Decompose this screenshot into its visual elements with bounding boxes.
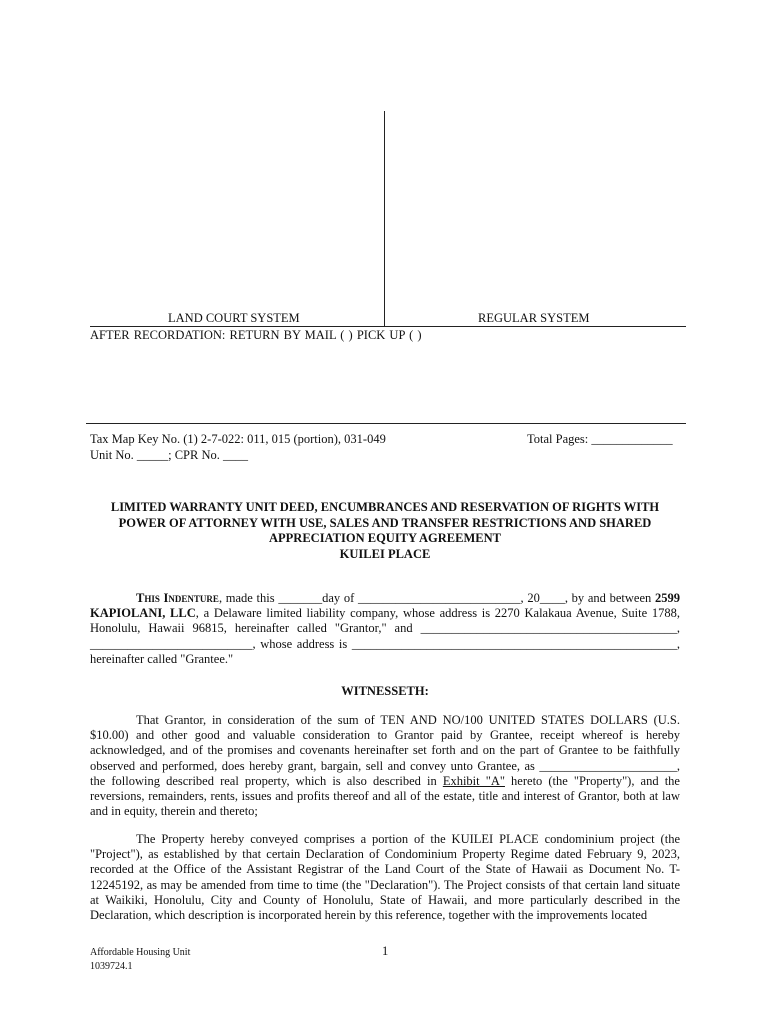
system-divider-horizontal xyxy=(90,326,686,327)
page-number: 1 xyxy=(382,944,389,958)
footer-doc-label xyxy=(90,946,190,974)
title-line-1: LIMITED WARRANTY UNIT DEED, ENCUMBRANCES AND RESERVATION OF RIGHTS WITH xyxy=(110,500,660,514)
exhibit-a-reference: Exhibit "A" xyxy=(442,773,505,788)
recording-area-bottom-rule xyxy=(86,423,686,424)
witnesseth-heading: WITNESSETH: xyxy=(341,684,429,698)
footer-affordable-housing: Affordable Housing Unit xyxy=(90,947,191,958)
system-divider-vertical xyxy=(384,111,385,327)
total-pages: Total Pages: _____________ xyxy=(527,432,673,446)
title-line-4: KUILEI PLACE xyxy=(339,546,431,561)
property-paragraph: The Property hereby conveyed comprises a portion of the KUILEI PLACE condominium project (the "Project"), as established by that certain Declaration of Condominium Property Regime dated February 9, 2023, recorded at the Office of the Assistant Registrar of the Land Court of the State of Hawaii as Document No. T-12245192, as may be amended from time to time (the "Declaration"). The Project consists of that certain land situate at Waikiki, Honolulu, City and County of Honolulu, State of Hawaii, and more particularly described in the Declaration, which description is incorporated herein by this reference, together with the improvements located xyxy=(90,832,680,923)
title-line-3: APPRECIATION EQUITY AGREEMENT xyxy=(269,531,501,545)
unit-cpr-number: Unit No. _____; CPR No. ____ xyxy=(90,448,249,462)
consideration-paragraph: That Grantor, in consideration of the sum of TEN AND NO/100 UNITED STATES DOLLARS (U.S. $10.00) and other good and valuable consideration to Grantor paid by Grantee, receipt whereof is hereby acknowledged, and of the promises and covenants hereinafter set forth and on the part of Grantee to be faithfully observed and performed, does hereby grant, bargain, sell and convey unto Grantee, as ______________________, the following described real property, which is also described in Exhibit "A" hereto (the "Property"), and the reversions, remainders, rents, issues and profits thereof and all of the estate, title and interest of Grantor, both at law and in equity, therein and thereto; xyxy=(90,713,680,819)
indenture-paragraph: This Indenture, made this _______day of __________________________, 20____, by and between 2599 KAPIOLANI, LLC, a Delaware limited liability company, whose address is 2270 Kalakaua Avenue, Suite 1788, Honolulu, Hawaii 96815, hereinafter called "Grantor," and _________________________________________, __________________________, whose address is ____________________________________________________, hereinafter called "Grantee." xyxy=(90,591,680,666)
land-court-label: LAND COURT SYSTEM xyxy=(168,311,300,325)
grantor-name: 2599 KAPIOLANI, LLC xyxy=(90,591,680,621)
indenture-lead: This Indenture xyxy=(136,591,219,605)
deed-title xyxy=(90,500,680,562)
footer-doc-number: 1039724.1 xyxy=(90,961,133,972)
title-line-2: POWER OF ATTORNEY WITH USE, SALES AND TRANSFER RESTRICTIONS AND SHARED xyxy=(118,515,652,530)
after-recordation-line: AFTER RECORDATION: RETURN BY MAIL ( ) PICK UP ( ) xyxy=(90,328,422,342)
regular-system-label: REGULAR SYSTEM xyxy=(478,311,590,325)
tax-map-key: Tax Map Key No. (1) 2-7-022: 011, 015 (portion), 031-049 xyxy=(90,432,386,446)
